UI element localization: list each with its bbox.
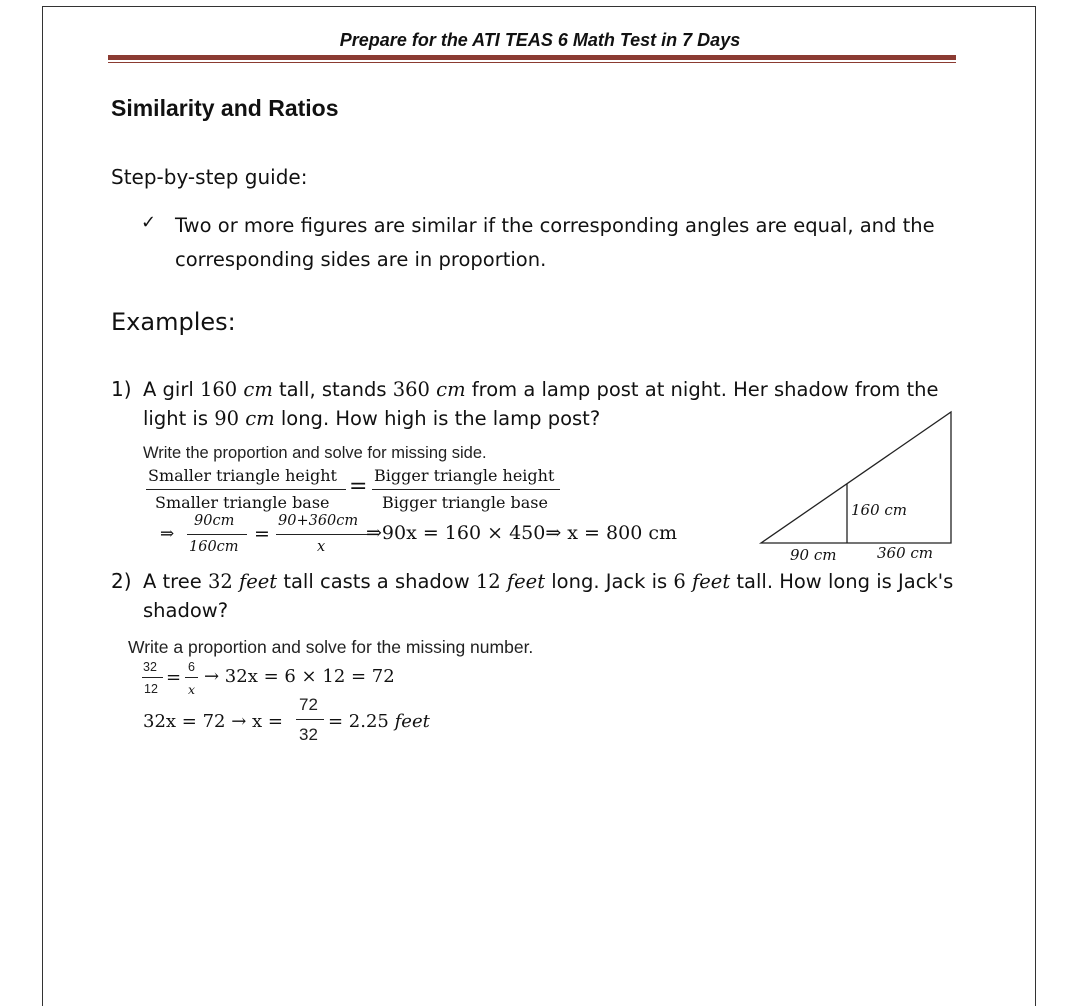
ex2-line2-result: = 2.25 feet [328,711,430,732]
figure-label-base-shadow: 90 cm [790,546,837,564]
example1-number: 1) [111,377,132,401]
guide-bullet-text: Two or more figures are similar if the corresponding angles are equal, and the corresponding sides are in proportion. [175,214,935,271]
examples-label: Examples: [111,308,236,336]
ex2-frac2-bar [185,677,198,678]
ex2-frac1-numerator: 32 [143,660,157,674]
ex2-frac1-denominator: 12 [144,682,158,696]
frac-left-denominator: Smaller triangle base [155,493,330,512]
solution-frac2-denominator: x [317,539,326,555]
example2-number: 2) [111,569,132,593]
example2-question: A tree 32 feet tall casts a shadow 12 feet long. Jack is 6 feet tall. How long is Jack's shadow? [143,570,954,622]
ex2-line1-result: → 32x = 6 × 12 = 72 [204,666,395,687]
example2-instruction: Write a proportion and solve for the missing number. [128,637,534,657]
similar-triangles-figure [755,408,960,558]
solution-frac2-bar [276,534,369,535]
solution-arrow: ⇒ [160,524,175,544]
ex2-frac3-numerator: 72 [299,695,318,714]
example1-question: A girl 160 cm tall, stands 360 cm from a lamp post at night. Her shadow from the light is 90 cm long. How high is the lamp post? [143,378,939,430]
ex2-line2-head: 32x = 72 → x = [143,711,283,732]
frac-right-denominator: Bigger triangle base [382,493,548,512]
ex2-frac2-denominator: x [188,682,196,697]
ex2-equals: = [166,667,182,688]
solution-frac1-numerator: 90cm [194,513,235,529]
example1-instruction: Write the proportion and solve for missing side. [143,444,487,462]
figure-label-height: 160 cm [851,501,908,519]
ex2-frac3-bar [296,719,324,720]
solution-equals: = [254,523,270,545]
big-triangle [761,412,951,543]
ex2-frac3-denominator: 32 [299,725,318,744]
ex2-frac1-bar [142,677,163,678]
frac-left-bar [146,489,346,490]
frac-right-bar [372,489,560,490]
guide-label: Step-by-step guide: [111,165,308,189]
figure-label-base-distance: 360 cm [877,544,934,562]
solution-frac1-denominator: 160cm [189,539,239,555]
frac-left-numerator: Smaller triangle height [148,466,337,485]
header-rule-thick [108,55,956,60]
solution-frac2-numerator: 90+360cm [278,513,359,529]
frac-right-numerator: Bigger triangle height [374,466,555,485]
check-icon: ✓ [141,212,157,233]
frac-equals: = [349,474,368,499]
ex2-frac2-numerator: 6 [188,660,195,674]
section-title: Similarity and Ratios [111,95,339,121]
solution-frac1-bar [187,534,247,535]
header-rule-thin [108,62,956,63]
page-header: Prepare for the ATI TEAS 6 Math Test in 7 Days [339,30,741,50]
solution-result: ⇒90x = 160 × 450⇒ x = 800 cm [366,522,677,544]
